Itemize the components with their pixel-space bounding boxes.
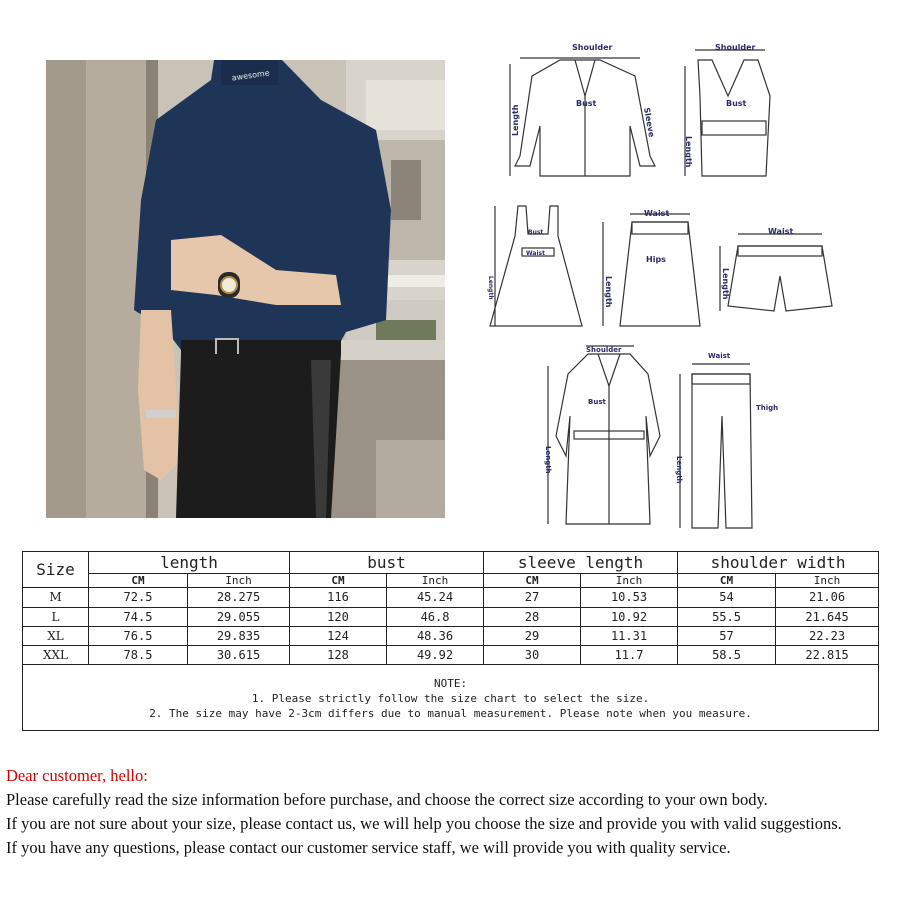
note-title: NOTE: <box>433 677 468 691</box>
model-photo-illustration <box>46 60 445 518</box>
table-cell: 10.53 <box>581 588 678 607</box>
table-cell: 58.5 <box>678 646 776 665</box>
table-cell: 116 <box>290 588 387 607</box>
table-cell: 28 <box>484 607 581 626</box>
table-header-row <box>23 552 879 574</box>
table-cell: 120 <box>290 607 387 626</box>
table-row <box>23 607 879 626</box>
table-cell: 54 <box>678 588 776 607</box>
table-cell: 30.615 <box>188 646 290 665</box>
table-cell: 46.8 <box>387 607 484 626</box>
table-cell: 10.92 <box>581 607 678 626</box>
unit-inch: Inch <box>776 574 879 588</box>
unit-cm: CM <box>290 574 387 588</box>
note-cell <box>23 665 879 731</box>
collar-text: awesome <box>231 68 271 83</box>
table-row <box>23 626 879 645</box>
table-cell: 22.815 <box>776 646 879 665</box>
label-bust-vest: Bust <box>726 99 747 108</box>
label-thigh-pants: Thigh <box>756 404 779 412</box>
note-row <box>23 665 879 731</box>
column-header-bust: bust <box>290 552 484 574</box>
unit-cm: CM <box>484 574 581 588</box>
unit-cm: CM <box>89 574 188 588</box>
label-sleeve-top: Sleeve <box>642 106 657 138</box>
table-cell: 29 <box>484 626 581 645</box>
table-cell: 124 <box>290 626 387 645</box>
note-line-1: 1. Please strictly follow the size chart to select the size. <box>251 692 650 706</box>
label-length-dress: Length <box>487 276 494 300</box>
table-cell: 45.24 <box>387 588 484 607</box>
unit-inch: Inch <box>188 574 290 588</box>
label-bust-dress: Bust <box>528 229 544 236</box>
table-cell: 55.5 <box>678 607 776 626</box>
table-cell: 29.835 <box>188 626 290 645</box>
message-line-1: Please carefully read the size information before purchase, and choose the correct size according to your own body. <box>6 790 768 809</box>
column-header-length: length <box>89 552 290 574</box>
label-waist-shorts: Waist <box>768 227 794 236</box>
label-shoulder-top: Shoulder <box>572 43 613 52</box>
table-unit-row <box>23 574 879 588</box>
label-length-skirt: Length <box>604 276 613 308</box>
label-shoulder-coat: Shoulder <box>586 346 622 354</box>
table-row <box>23 646 879 665</box>
label-hips-skirt: Hips <box>646 255 666 264</box>
table-cell: 11.31 <box>581 626 678 645</box>
size-header: Size <box>23 552 89 588</box>
size-cell: XL <box>23 626 89 645</box>
message-line-3: If you have any questions, please contact our customer service staff, we will provide you with quality service. <box>6 838 731 857</box>
label-bust-coat: Bust <box>588 398 606 406</box>
label-length-top: Length <box>511 104 520 136</box>
table-cell: 21.06 <box>776 588 879 607</box>
table-cell: 27 <box>484 588 581 607</box>
table-row <box>23 588 879 607</box>
table-cell: 74.5 <box>89 607 188 626</box>
column-header-sleeve-length: sleeve length <box>484 552 678 574</box>
label-length-vest: Length <box>684 136 693 168</box>
label-length-coat: Length <box>544 446 552 474</box>
table-cell: 76.5 <box>89 626 188 645</box>
table-cell: 29.055 <box>188 607 290 626</box>
note-line-2: 2. The size may have 2-3cm differs due to manual measurement. Please note when you measure. <box>149 707 752 721</box>
unit-inch: Inch <box>387 574 484 588</box>
table-cell: 22.23 <box>776 626 879 645</box>
table-cell: 49.92 <box>387 646 484 665</box>
unit-cm: CM <box>678 574 776 588</box>
measurement-diagrams <box>470 36 870 536</box>
size-cell: XXL <box>23 646 89 665</box>
table-cell: 72.5 <box>89 588 188 607</box>
table-cell: 57 <box>678 626 776 645</box>
label-waist-skirt: Waist <box>644 209 670 218</box>
label-bust-top: Bust <box>576 99 597 108</box>
table-cell: 78.5 <box>89 646 188 665</box>
label-shoulder-vest: Shoulder <box>715 43 756 52</box>
size-chart-table <box>22 551 879 731</box>
product-photo <box>46 60 445 518</box>
label-waist-dress: Waist <box>526 250 545 257</box>
table-cell: 28.275 <box>188 588 290 607</box>
table-cell: 128 <box>290 646 387 665</box>
column-header-shoulder-width: shoulder width <box>678 552 879 574</box>
table-cell: 21.645 <box>776 607 879 626</box>
label-length-shorts: Length <box>721 268 730 300</box>
greeting: Dear customer, hello: <box>6 766 148 785</box>
table-cell: 48.36 <box>387 626 484 645</box>
size-cell: L <box>23 607 89 626</box>
table-cell: 11.7 <box>581 646 678 665</box>
label-waist-pants: Waist <box>708 352 731 360</box>
size-cell: M <box>23 588 89 607</box>
customer-message <box>6 766 896 862</box>
label-length-pants: Length <box>675 456 683 484</box>
unit-inch: Inch <box>581 574 678 588</box>
message-line-2: If you are not sure about your size, please contact us, we will help you choose the size and provide you with valid suggestions. <box>6 814 842 833</box>
table-cell: 30 <box>484 646 581 665</box>
